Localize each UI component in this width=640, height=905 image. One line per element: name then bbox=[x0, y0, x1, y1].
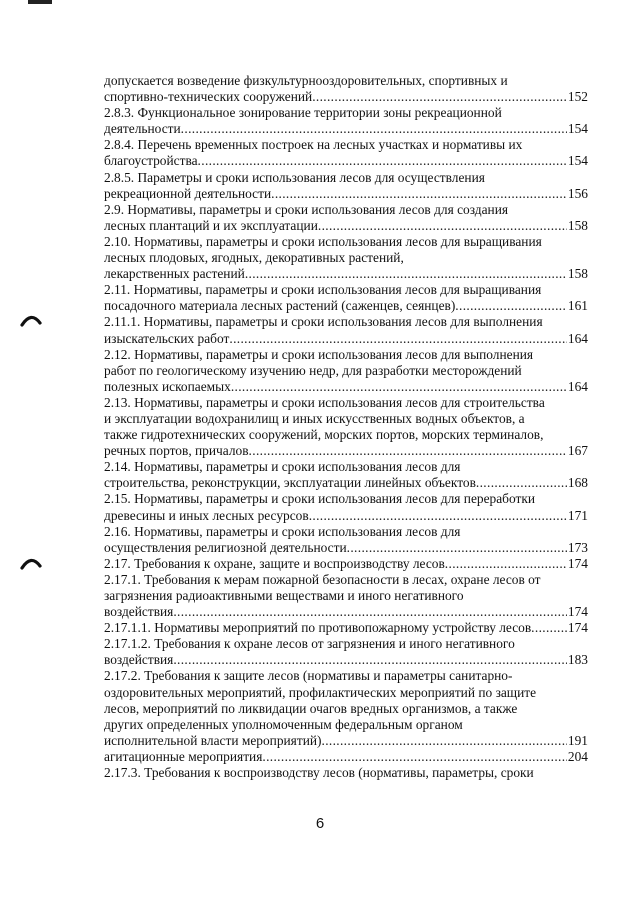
toc-entry-text: 2.17.2. Требования к защите лесов (нормативы и параметры санитарно- bbox=[104, 668, 513, 684]
toc-entry-text: также гидротехнических сооружений, морских портов, морских терминалов, bbox=[104, 427, 544, 443]
toc-entry-text: 2.8.3. Функциональное зонирование территории зоны рекреационной bbox=[104, 105, 502, 121]
toc-dot-leader bbox=[322, 733, 567, 749]
toc-entry-last-line bbox=[104, 604, 588, 620]
toc-entry-last-line bbox=[104, 89, 588, 105]
toc-entry bbox=[104, 572, 588, 620]
toc-entry-text: загрязнения радиоактивными веществами и иного негативного bbox=[104, 588, 464, 603]
toc-entry-text: осуществления религиозной деятельности bbox=[104, 539, 347, 555]
toc-page-number: 152 bbox=[567, 89, 588, 105]
toc-page-number: 174 bbox=[567, 555, 588, 571]
toc-page-number: 183 bbox=[567, 652, 588, 668]
toc-entry bbox=[104, 73, 588, 105]
toc-entry-text: оздоровительных мероприятий, профилактических мероприятий по защите bbox=[104, 684, 537, 700]
toc-entry bbox=[104, 137, 588, 169]
toc-entry-text: 2.16. Нормативы, параметры и сроки использования лесов для bbox=[104, 523, 461, 539]
toc-entry-text: лекарственных растений bbox=[104, 266, 245, 282]
toc-entry-last-line bbox=[104, 298, 588, 314]
toc-dot-leader bbox=[245, 266, 567, 282]
toc-page-number: 204 bbox=[567, 748, 588, 764]
toc-entry-text: 2.8.5. Параметры и сроки использования лесов для осуществления bbox=[104, 169, 485, 185]
toc-entry bbox=[104, 668, 588, 748]
toc-dot-leader bbox=[312, 89, 567, 105]
toc-entry bbox=[104, 620, 588, 636]
toc-entry-text: допускается возведение физкультурноoздоровительных, спортивных и bbox=[104, 73, 508, 88]
toc-entry-last-line bbox=[104, 556, 588, 572]
toc-entry-text: древесины и иных лесных ресурсов bbox=[104, 507, 309, 523]
toc-dot-leader bbox=[271, 186, 567, 202]
toc-entry bbox=[104, 636, 588, 668]
toc-entry-text: лесных плантаций и их эксплуатации bbox=[104, 217, 318, 233]
toc-entry-text: агитационные мероприятия bbox=[104, 748, 263, 764]
toc-entry bbox=[104, 282, 588, 314]
toc-entry-last-line bbox=[104, 733, 588, 749]
toc-entry bbox=[104, 202, 588, 234]
toc-entry-text: 2.11.1. Нормативы, параметры и сроки использования лесов для выполнения bbox=[104, 314, 543, 330]
toc-entry-text: воздействия bbox=[104, 604, 174, 620]
toc-entry-last-line bbox=[104, 443, 588, 459]
toc-page-number: 171 bbox=[567, 507, 588, 523]
toc-entry-text: деятельности bbox=[104, 121, 181, 137]
scan-edge-mark bbox=[28, 0, 52, 4]
toc-entry-text: строительства, реконструкции, эксплуатации линейных объектов bbox=[104, 475, 476, 491]
toc-entry bbox=[104, 314, 588, 346]
toc-entry-text: работ по геологическому изучению недр, для разработки месторождений bbox=[104, 362, 522, 378]
toc-entry bbox=[104, 556, 588, 572]
toc-entry bbox=[104, 105, 588, 137]
toc-dot-leader bbox=[262, 749, 567, 765]
toc-entry-text: 2.8.4. Перечень временных построек на лесных участках и нормативы их bbox=[104, 137, 523, 153]
toc-entry-text: лесных плодовых, ягодных, декоративных растений, bbox=[104, 250, 404, 266]
toc-page-number: 158 bbox=[567, 266, 588, 282]
toc-dot-leader bbox=[229, 331, 567, 347]
toc-page-number: 156 bbox=[567, 185, 588, 201]
toc-dot-leader bbox=[476, 475, 567, 491]
toc-entry-last-line bbox=[104, 186, 588, 202]
toc-entry bbox=[104, 491, 588, 523]
toc-entry-last-line bbox=[104, 749, 588, 765]
toc-entry-text: речных портов, причалов bbox=[104, 443, 249, 459]
toc-entry bbox=[104, 395, 588, 459]
toc-page-number: 168 bbox=[567, 475, 588, 491]
toc-entry-text: 2.17.1.2. Требования к охране лесов от загрязнения и иного негативного bbox=[104, 636, 515, 652]
toc-entry bbox=[104, 459, 588, 491]
toc-page-number: 154 bbox=[567, 121, 588, 137]
toc-page-number: 161 bbox=[567, 298, 588, 314]
toc-entry-last-line bbox=[104, 652, 588, 668]
toc-entry-text: 2.11. Нормативы, параметры и сроки использования лесов для выращивания bbox=[104, 282, 542, 298]
toc-entry-text: полезных ископаемых bbox=[104, 378, 231, 394]
toc-entry-text: 2.17.1.1. Нормативы мероприятий по противопожарному устройству лесов bbox=[104, 620, 532, 636]
toc-dot-leader bbox=[309, 508, 567, 524]
toc-entry-text: 2.9. Нормативы, параметры и сроки использования лесов для создания bbox=[104, 201, 509, 217]
page-number: 6 bbox=[315, 815, 325, 832]
toc-entry bbox=[104, 524, 588, 556]
toc-entry-last-line bbox=[104, 540, 588, 556]
toc-entry bbox=[104, 234, 588, 282]
toc-entry bbox=[104, 170, 588, 202]
toc-entry-text: рекреационной деятельности bbox=[104, 185, 272, 201]
toc-entry-text: 2.10. Нормативы, параметры и сроки использования лесов для выращивания bbox=[104, 233, 542, 249]
toc-entry-last-line bbox=[104, 475, 588, 491]
toc-entry bbox=[104, 765, 588, 781]
toc-entry bbox=[104, 347, 588, 395]
toc-dot-leader bbox=[531, 620, 567, 636]
toc-dot-leader bbox=[455, 298, 567, 314]
toc-page-number: 164 bbox=[567, 378, 588, 394]
toc-dot-leader bbox=[231, 379, 567, 395]
toc-entry-text: спортивно-технических сооружений bbox=[104, 89, 313, 105]
binder-hole-mark-1 bbox=[20, 313, 42, 327]
toc-entry-text: благоустройства bbox=[104, 153, 198, 169]
toc-page-number: 173 bbox=[567, 539, 588, 555]
toc-entry bbox=[104, 749, 588, 765]
toc-entry-text: 2.17. Требования к охране, защите и воспроизводству лесов bbox=[104, 555, 445, 571]
toc-page-number: 191 bbox=[567, 732, 588, 748]
toc-entry-text: изыскательских работ bbox=[104, 330, 230, 346]
toc-entry-text: других определенных уполномоченным федеральным органом bbox=[104, 716, 463, 732]
toc-entry-text: 2.15. Нормативы, параметры и сроки использования лесов для переработки bbox=[104, 491, 536, 507]
toc-entry-last-line bbox=[104, 620, 588, 636]
toc-entry-text: 2.17.3. Требования к воспроизводству лесов (нормативы, параметры, сроки bbox=[104, 765, 534, 781]
toc-entry-text: лесов, мероприятий по ликвидации очагов вредных организмов, а также bbox=[104, 700, 518, 716]
toc-dot-leader bbox=[347, 540, 567, 556]
toc-dot-leader bbox=[318, 218, 567, 234]
toc-entry-text: 2.17.1. Требования к мерам пожарной безопасности в лесах, охране лесов от bbox=[104, 571, 541, 587]
table-of-contents bbox=[104, 73, 588, 781]
toc-entry-text: воздействия bbox=[104, 652, 174, 668]
toc-dot-leader bbox=[198, 153, 567, 169]
toc-entry-text: 2.14. Нормативы, параметры и сроки использования лесов для bbox=[104, 459, 461, 475]
toc-dot-leader bbox=[173, 604, 567, 620]
toc-dot-leader bbox=[173, 652, 567, 668]
toc-entry-text: и эксплуатации водохранилищ и иных искусственных водных объектов, а bbox=[104, 410, 525, 426]
toc-page-number: 174 bbox=[567, 604, 588, 620]
toc-dot-leader bbox=[181, 121, 567, 137]
toc-page-number: 167 bbox=[567, 443, 588, 459]
toc-entry-text: 2.13. Нормативы, параметры и сроки использования лесов для строительства bbox=[104, 394, 545, 410]
binder-hole-mark-2 bbox=[20, 556, 42, 570]
toc-dot-leader bbox=[445, 556, 567, 572]
toc-page-number: 174 bbox=[567, 620, 588, 636]
toc-entry-last-line bbox=[104, 266, 588, 282]
toc-page-number: 158 bbox=[567, 217, 588, 233]
toc-entry-last-line bbox=[104, 153, 588, 169]
toc-entry-last-line bbox=[104, 218, 588, 234]
toc-entry-last-line bbox=[104, 121, 588, 137]
toc-entry-text: посадочного материала лесных растений (саженцев, сеянцев) bbox=[104, 298, 456, 314]
toc-entry-last-line bbox=[104, 508, 588, 524]
toc-page-number: 154 bbox=[567, 153, 588, 169]
toc-entry-last-line bbox=[104, 379, 588, 395]
toc-dot-leader bbox=[249, 443, 567, 459]
toc-entry-text: исполнительной власти мероприятий) bbox=[104, 732, 322, 748]
toc-page-number: 164 bbox=[567, 330, 588, 346]
toc-entry-text: 2.12. Нормативы, параметры и сроки использования лесов для выполнения bbox=[104, 346, 534, 362]
toc-entry-last-line bbox=[104, 331, 588, 347]
